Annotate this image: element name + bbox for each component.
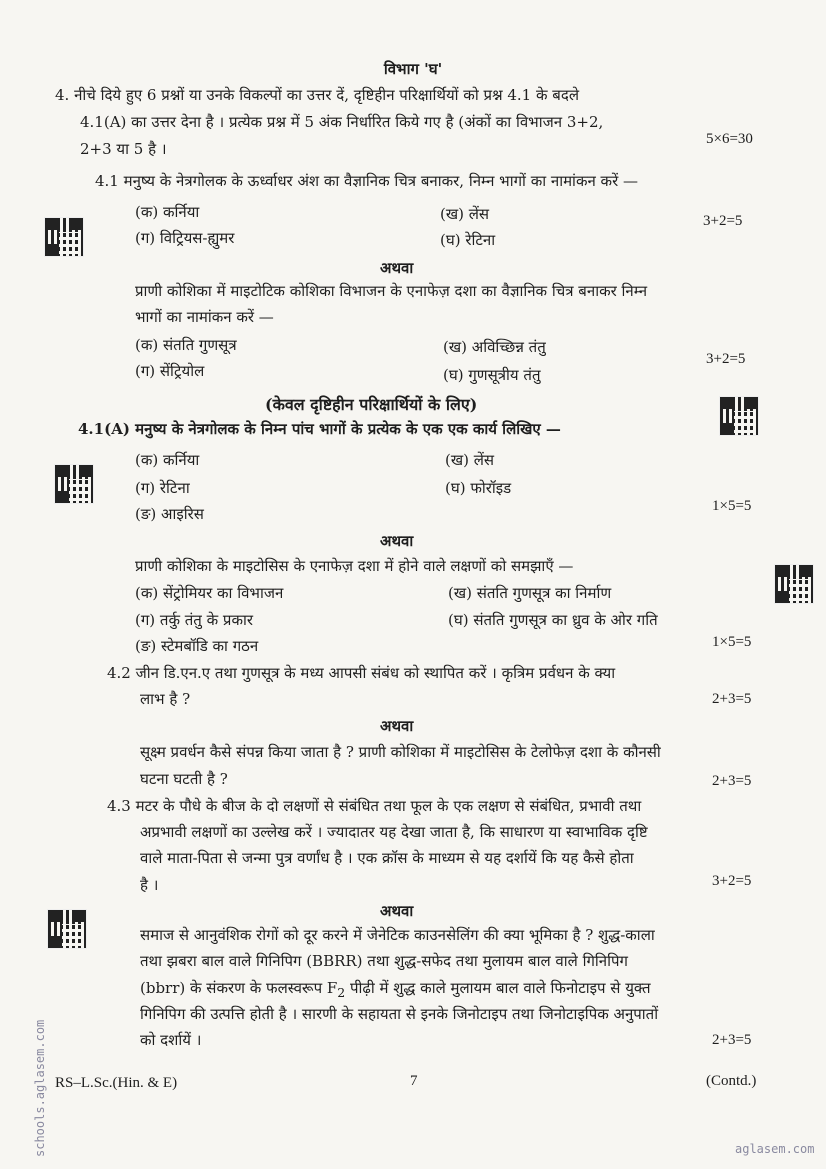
option: (ख) लेंस: [440, 205, 490, 223]
marks: 2+3=5: [712, 691, 752, 707]
marks: 1×5=5: [712, 498, 752, 514]
intro-line: 4. नीचे दिये हुए 6 प्रश्नों या उनके विकल्पों का उत्तर दें, दृष्टिहीन परिक्षार्थियों को प्रश्न 4.1 के बदले: [55, 86, 579, 104]
alt-question-part: पीढ़ी में शुद्ध काले मुलायम बाल वाले फिनोटाइप से युक्त: [345, 979, 651, 997]
question-4-1: 4.1 मनुष्य के नेत्रगोलक के ऊर्ध्वाधर अंश का वैज्ञानिक चित्र बनाकर, निम्न भागों का नामांकन करें —: [95, 172, 638, 190]
option: (घ) रेटिना: [440, 231, 496, 249]
question-4-3: 4.3 मटर के पौधे के बीज के दो लक्षणों से संबंधित तथा फूल के एक लक्षण से संबंधित, प्रभावी तथा: [107, 797, 642, 815]
marks: 5×6=30: [706, 131, 753, 147]
alt-question: सूक्ष्म प्रवर्धन कैसे संपन्न किया जाता है ? प्राणी कोशिका में माइटोसिस के टेलोफेज़ दशा के कौनसी: [140, 743, 661, 761]
option: (क) संतति गुणसूत्र: [135, 336, 237, 354]
option: (ग) विट्रियस-ह्युमर: [135, 229, 235, 247]
alt-question: तथा झबरा बाल वाले गिनिपिग (BBRR) तथा शुद्ध-सफेद तथा मुलायम बाल वाले गिनिपिग: [140, 952, 628, 970]
qr-code-icon: [720, 397, 758, 435]
marks: 1×5=5: [712, 634, 752, 650]
alt-question: प्राणी कोशिका के माइटोसिस के एनाफेज़ दशा में होने वाले लक्षणों को समझाएँ —: [135, 557, 574, 575]
option: (घ) संतति गुणसूत्र का ध्रुव के ओर गति: [448, 611, 658, 629]
marks: 3+2=5: [703, 213, 743, 229]
or-label: अथवा: [380, 717, 414, 735]
corner-watermark: aglasem.com: [735, 1142, 815, 1156]
option: (ग) रेटिना: [135, 479, 190, 497]
or-label: अथवा: [380, 259, 414, 277]
subscript: 2: [337, 985, 346, 1000]
alt-question: समाज से आनुवंशिक रोगों को दूर करने में जेनेटिक काउनसेलिंग की क्या भूमिका है ? शुद्ध-काला: [140, 926, 655, 944]
option: (ङ) आइरिस: [135, 505, 204, 523]
alt-question: को दर्शायें ।: [140, 1031, 202, 1049]
or-label: अथवा: [380, 532, 414, 550]
alt-question: घटना घटती है ?: [140, 770, 228, 788]
alt-question: प्राणी कोशिका में माइटोटिक कोशिका विभाजन के एनाफेज़ दशा का वैज्ञानिक चित्र बनाकर निम्न: [135, 282, 648, 300]
alt-question: [140, 979, 651, 1002]
option: (ग) तर्कु तंतु के प्रकार: [135, 611, 253, 629]
question-4-3: अप्रभावी लक्षणों का उल्लेख करें । ज्यादातर यह देखा जाता है, कि साधारण या स्वाभाविक दृष्टि: [140, 823, 648, 841]
side-watermark: schools.aglasem.com: [33, 1019, 47, 1157]
or-label: अथवा: [380, 902, 414, 920]
question-4-2: 4.2 जीन डि.एन.ए तथा गुणसूत्र के मध्य आपसी संबंध को स्थापित करें । कृत्रिम प्रर्वधन के क्या: [107, 664, 616, 682]
option: (घ) फोरॉइड: [445, 479, 512, 497]
intro-line: 2+3 या 5 है ।: [80, 140, 167, 158]
question-4-3: वाले माता-पिता से जन्मा पुत्र वर्णांध है । एक क्रॉस के माध्यम से यह दर्शायें कि यह कैसे होता: [140, 849, 634, 867]
alt-question: गिनिपिग की उत्पत्ति होती है । सारणी के सहायता से इनके जिनोटाइप तथा जिनोटाइपिक अनुपातों: [140, 1005, 659, 1023]
section-title: विभाग 'घ': [383, 60, 443, 78]
qr-code-icon: [45, 218, 83, 256]
paper-code: RS–L.Sc.(Hin. & E): [55, 1075, 178, 1091]
alt-question: भागों का नामांकन करें —: [135, 308, 274, 326]
question-4-3: है ।: [140, 876, 159, 894]
marks: 3+2=5: [712, 873, 752, 889]
qr-code-icon: [775, 565, 813, 603]
option: (ख) लेंस: [445, 451, 495, 469]
page-number: 7: [410, 1073, 418, 1089]
option: (ग) सेंट्रियोल: [135, 362, 205, 380]
option: (क) सेंट्रोमियर का विभाजन: [135, 584, 284, 602]
option: (घ) गुणसूत्रीय तंतु: [443, 366, 541, 384]
option: (ख) संतति गुणसूत्र का निर्माण: [448, 584, 612, 602]
intro-line: 4.1(A) का उत्तर देना है । प्रत्येक प्रश्न में 5 अंक निर्धारित किये गए है (अंकों का विभाजन 3+2,: [80, 113, 604, 131]
option: (क) कर्निया: [135, 203, 200, 221]
marks: 2+3=5: [712, 773, 752, 789]
option: (ख) अविच्छिन्न तंतु: [443, 338, 546, 356]
alt-question-part: (bbrr) के संकरण के फलस्वरूप F: [140, 979, 338, 997]
question-4-1A: 4.1(A) मनुष्य के नेत्रगोलक के निम्न पांच भागों के प्रत्येक के एक एक कार्य लिखिए —: [78, 420, 561, 438]
qr-code-icon: [55, 465, 93, 503]
question-4-2: लाभ है ?: [140, 690, 191, 708]
contd-label: (Contd.): [706, 1073, 757, 1089]
option: (क) कर्निया: [135, 451, 200, 469]
marks: 3+2=5: [706, 351, 746, 367]
qr-code-icon: [48, 910, 86, 948]
visually-impaired-heading: (केवल दृष्टिहीन परिक्षार्थियों के लिए): [265, 395, 478, 414]
marks: 2+3=5: [712, 1032, 752, 1048]
option: (ङ) स्टेमबॉडि का गठन: [135, 637, 259, 655]
